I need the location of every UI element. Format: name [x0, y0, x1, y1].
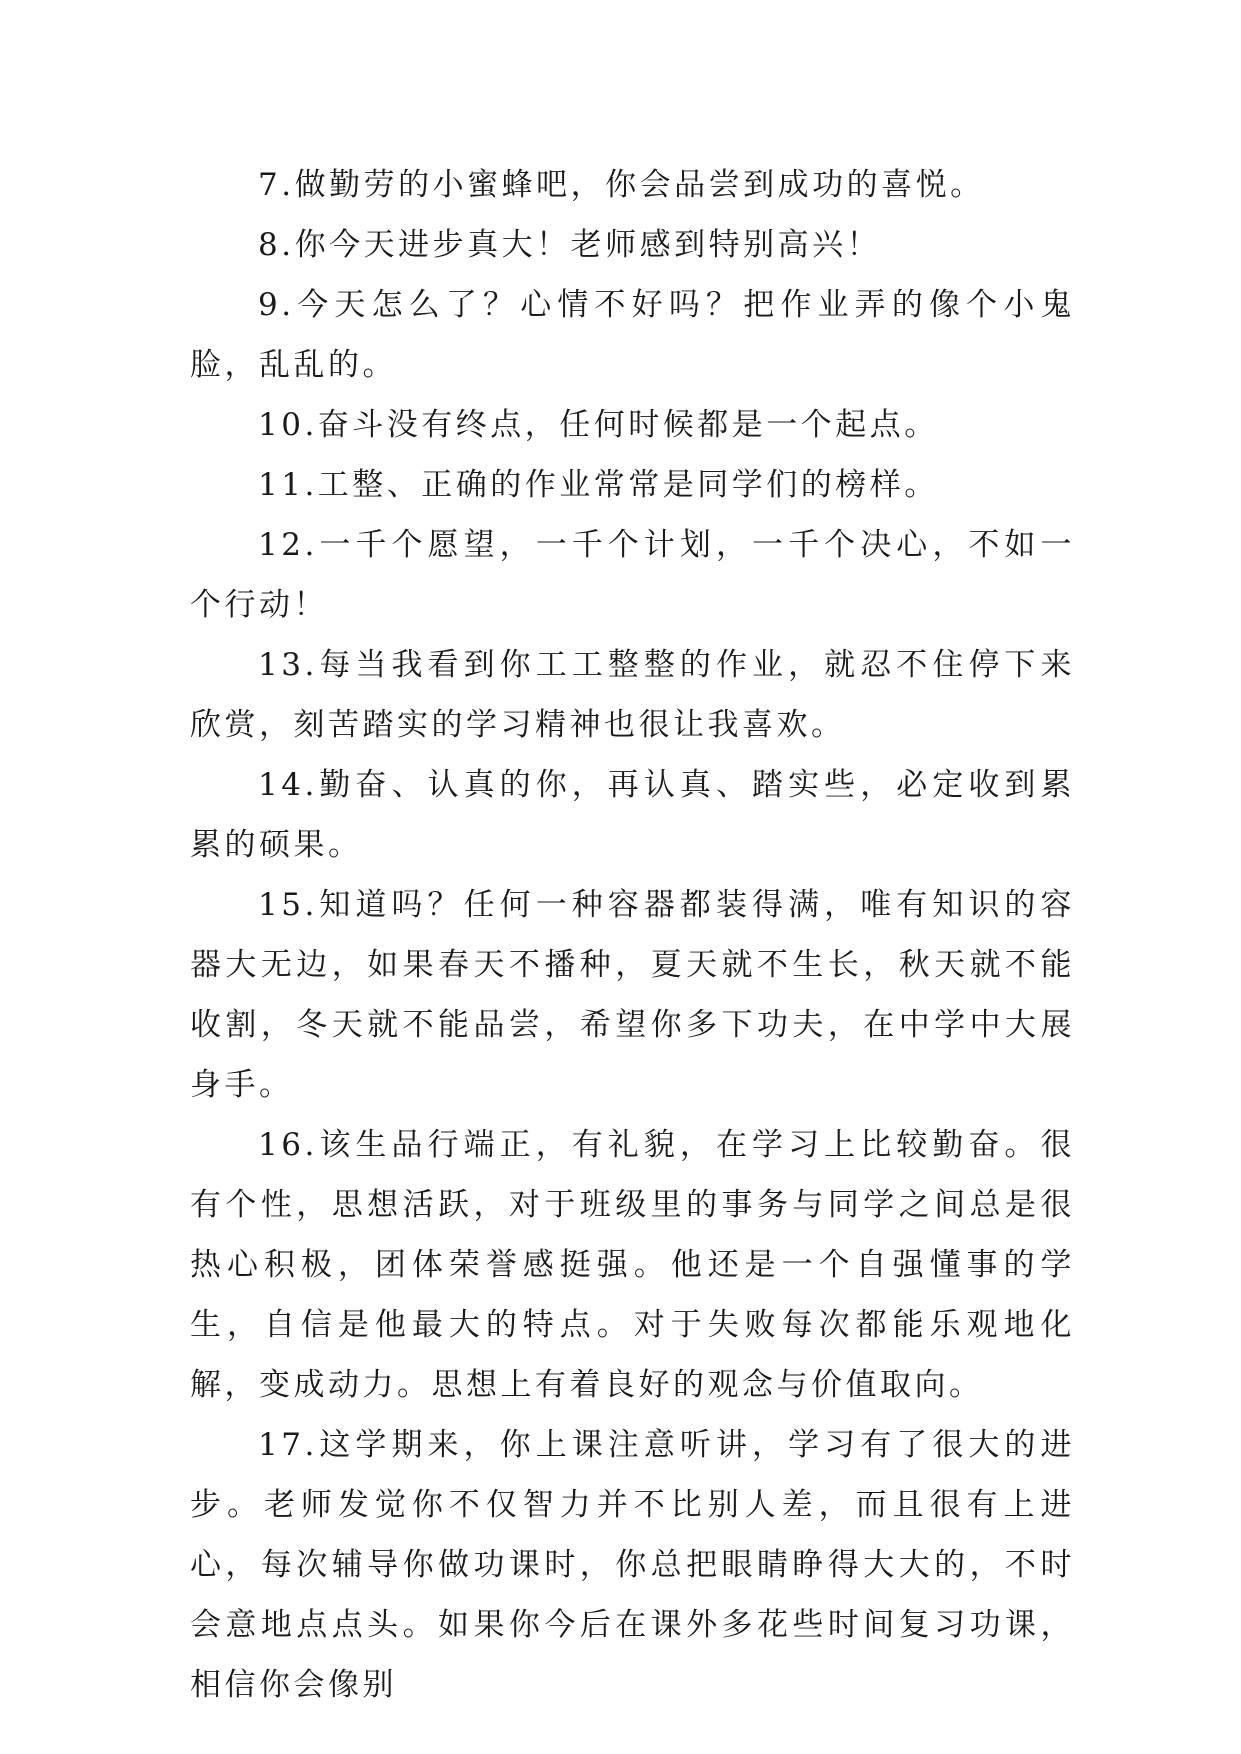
paragraph-11: 11.工整、正确的作业常常是同学们的榜样。: [258, 467, 939, 503]
paragraph-13: 13.每当我看到你工工整整的作业，就忍不住停下来欣赏，刻苦踏实的学习精神也很让我喜欢。: [190, 647, 1075, 743]
paragraph-9: 9.今天怎么了？心情不好吗？把作业弄的像个小鬼脸，乱乱的。: [190, 287, 1075, 383]
paragraph-14: 14.勤奋、认真的你，再认真、踏实些，必定收到累累的硕果。: [190, 767, 1075, 863]
paragraph-16: 16.该生品行端正，有礼貌，在学习上比较勤奋。很有个性，思想活跃，对于班级里的事务与同学之间总是很热心积极，团体荣誉感挺强。他还是一个自强懂事的学生，自信是他最大的特点。对于失败每次都能乐观地化解，变成动力。思想上有着良好的观念与价值取向。: [190, 1127, 1075, 1403]
paragraph-15: 15.知道吗？任何一种容器都装得满，唯有知识的容器大无边，如果春天不播种，夏天就不生长，秋天就不能收割，冬天就不能品尝，希望你多下功夫，在中学中大展身手。: [190, 887, 1075, 1103]
paragraph-7: 7.做勤劳的小蜜蜂吧，你会品尝到成功的喜悦。: [258, 167, 985, 203]
paragraph-8: 8.你今天进步真大！老师感到特别高兴！: [258, 227, 882, 263]
paragraph-12: 12.一千个愿望，一千个计划，一千个决心，不如一个行动！: [190, 527, 1075, 623]
paragraph-17: 17.这学期来，你上课注意听讲，学习有了很大的进步。老师发觉你不仅智力并不比别人差，而且很有上进心，每次辅导你做功课时，你总把眼睛睁得大大的，不时会意地点点头。如果你今后在课外多花些时间复习功课，相信你会像别: [190, 1427, 1075, 1703]
document-body: [190, 155, 1075, 1715]
paragraph-10: 10.奋斗没有终点，任何时候都是一个起点。: [258, 407, 939, 443]
